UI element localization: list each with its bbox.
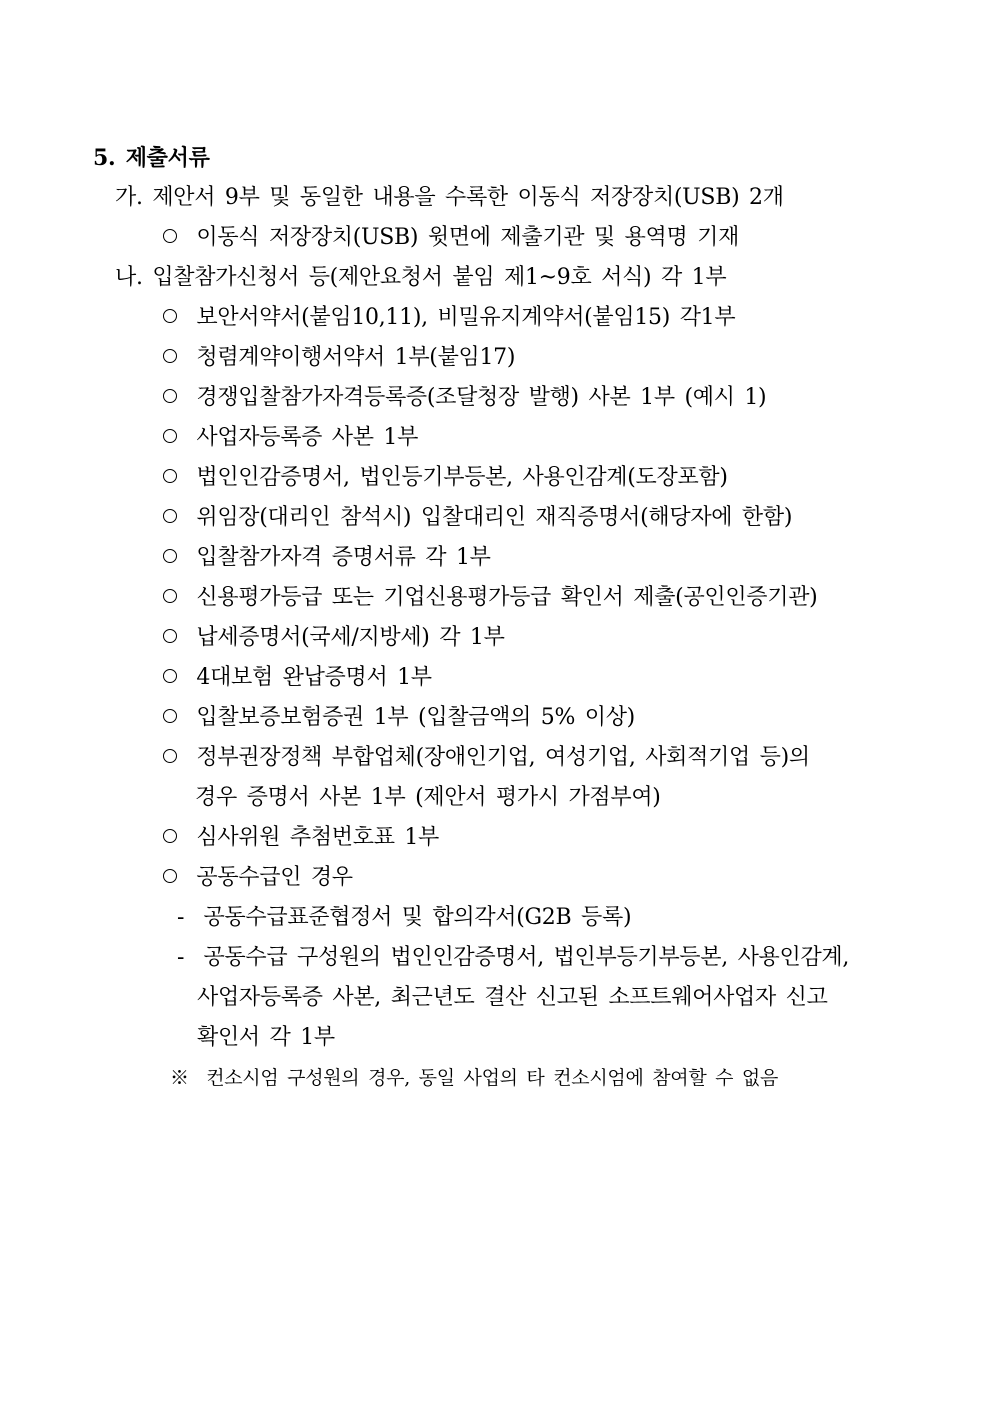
circle-bullet-icon [163,309,177,323]
circle-bullet-icon [163,509,177,523]
item-text: 제안서 9부 및 동일한 내용을 수록한 이동식 저장장치(USB) 2개 [152,185,784,210]
item-marker: 가. [115,185,143,210]
section-title: 제출서류 [125,145,210,171]
circle-bullet-icon [163,589,177,603]
subitem: 법인인감증명서, 법인등기부등본, 사용인감계(도장포함) [163,463,728,493]
dash-item: - 공동수급 구성원의 법인인감증명서, 법인부등기부등본, 사용인감계, [177,943,849,973]
subitem: 신용평가등급 또는 기업신용평가등급 확인서 제출(공인인증기관) [163,583,817,613]
item-ga [115,183,784,213]
subitem: 4대보험 완납증명서 1부 [163,663,432,693]
circle-bullet-icon [163,629,177,643]
footnote: ※ 컨소시엄 구성원의 경우, 동일 사업의 타 컨소시엄에 참여할 수 없음 [170,1067,779,1089]
subitem: 경쟁입찰참가자격등록증(조달청장 발행) 사본 1부 (예시 1) [163,383,766,413]
item-text: 입찰참가신청서 등(제안요청서 붙임 제1~9호 서식) 각 1부 [152,265,727,290]
circle-bullet-icon [163,829,177,843]
subitem: 납세증명서(국세/지방세) 각 1부 [163,623,505,653]
section-number: 5. [93,145,116,171]
circle-bullet-icon [163,709,177,723]
dash-bullet-icon: - [177,905,185,930]
subitem: 청렴계약이행서약서 1부(붙임17) [163,343,515,373]
subitem: 심사위원 추첨번호표 1부 [163,823,439,853]
subitem: 이동식 저장장치(USB) 윗면에 제출기관 및 용역명 기재 [163,223,739,253]
circle-bullet-icon [163,229,177,243]
circle-bullet-icon [163,669,177,683]
circle-bullet-icon [163,429,177,443]
circle-bullet-icon [163,549,177,563]
section-heading [93,143,210,173]
subitem: 입찰보증보험증권 1부 (입찰금액의 5% 이상) [163,703,635,733]
subitem: 공동수급인 경우 [163,863,353,893]
circle-bullet-icon [163,869,177,883]
item-na [115,263,726,293]
circle-bullet-icon [163,349,177,363]
subitem-continuation: 경우 증명서 사본 1부 (제안서 평가시 가점부여) [195,785,661,810]
circle-bullet-icon [163,389,177,403]
subitem: 정부권장정책 부합업체(장애인기업, 여성기업, 사회적기업 등)의 [163,743,810,773]
item-marker: 나. [115,265,143,290]
dash-bullet-icon: - [177,945,185,970]
dash-item: - 공동수급표준협정서 및 합의각서(G2B 등록) [177,903,631,933]
reference-mark-icon: ※ [170,1067,189,1089]
dash-item-continuation: 확인서 각 1부 [197,1025,335,1050]
subitem: 사업자등록증 사본 1부 [163,423,418,453]
circle-bullet-icon [163,469,177,483]
subitem: 입찰참가자격 증명서류 각 1부 [163,543,491,573]
subitem: 위임장(대리인 참석시) 입찰대리인 재직증명서(해당자에 한함) [163,503,792,533]
dash-item-continuation: 사업자등록증 사본, 최근년도 결산 신고된 소프트웨어사업자 신고 [197,985,828,1010]
subitem: 보안서약서(붙임10,11), 비밀유지계약서(붙임15) 각1부 [163,303,735,333]
circle-bullet-icon [163,749,177,763]
